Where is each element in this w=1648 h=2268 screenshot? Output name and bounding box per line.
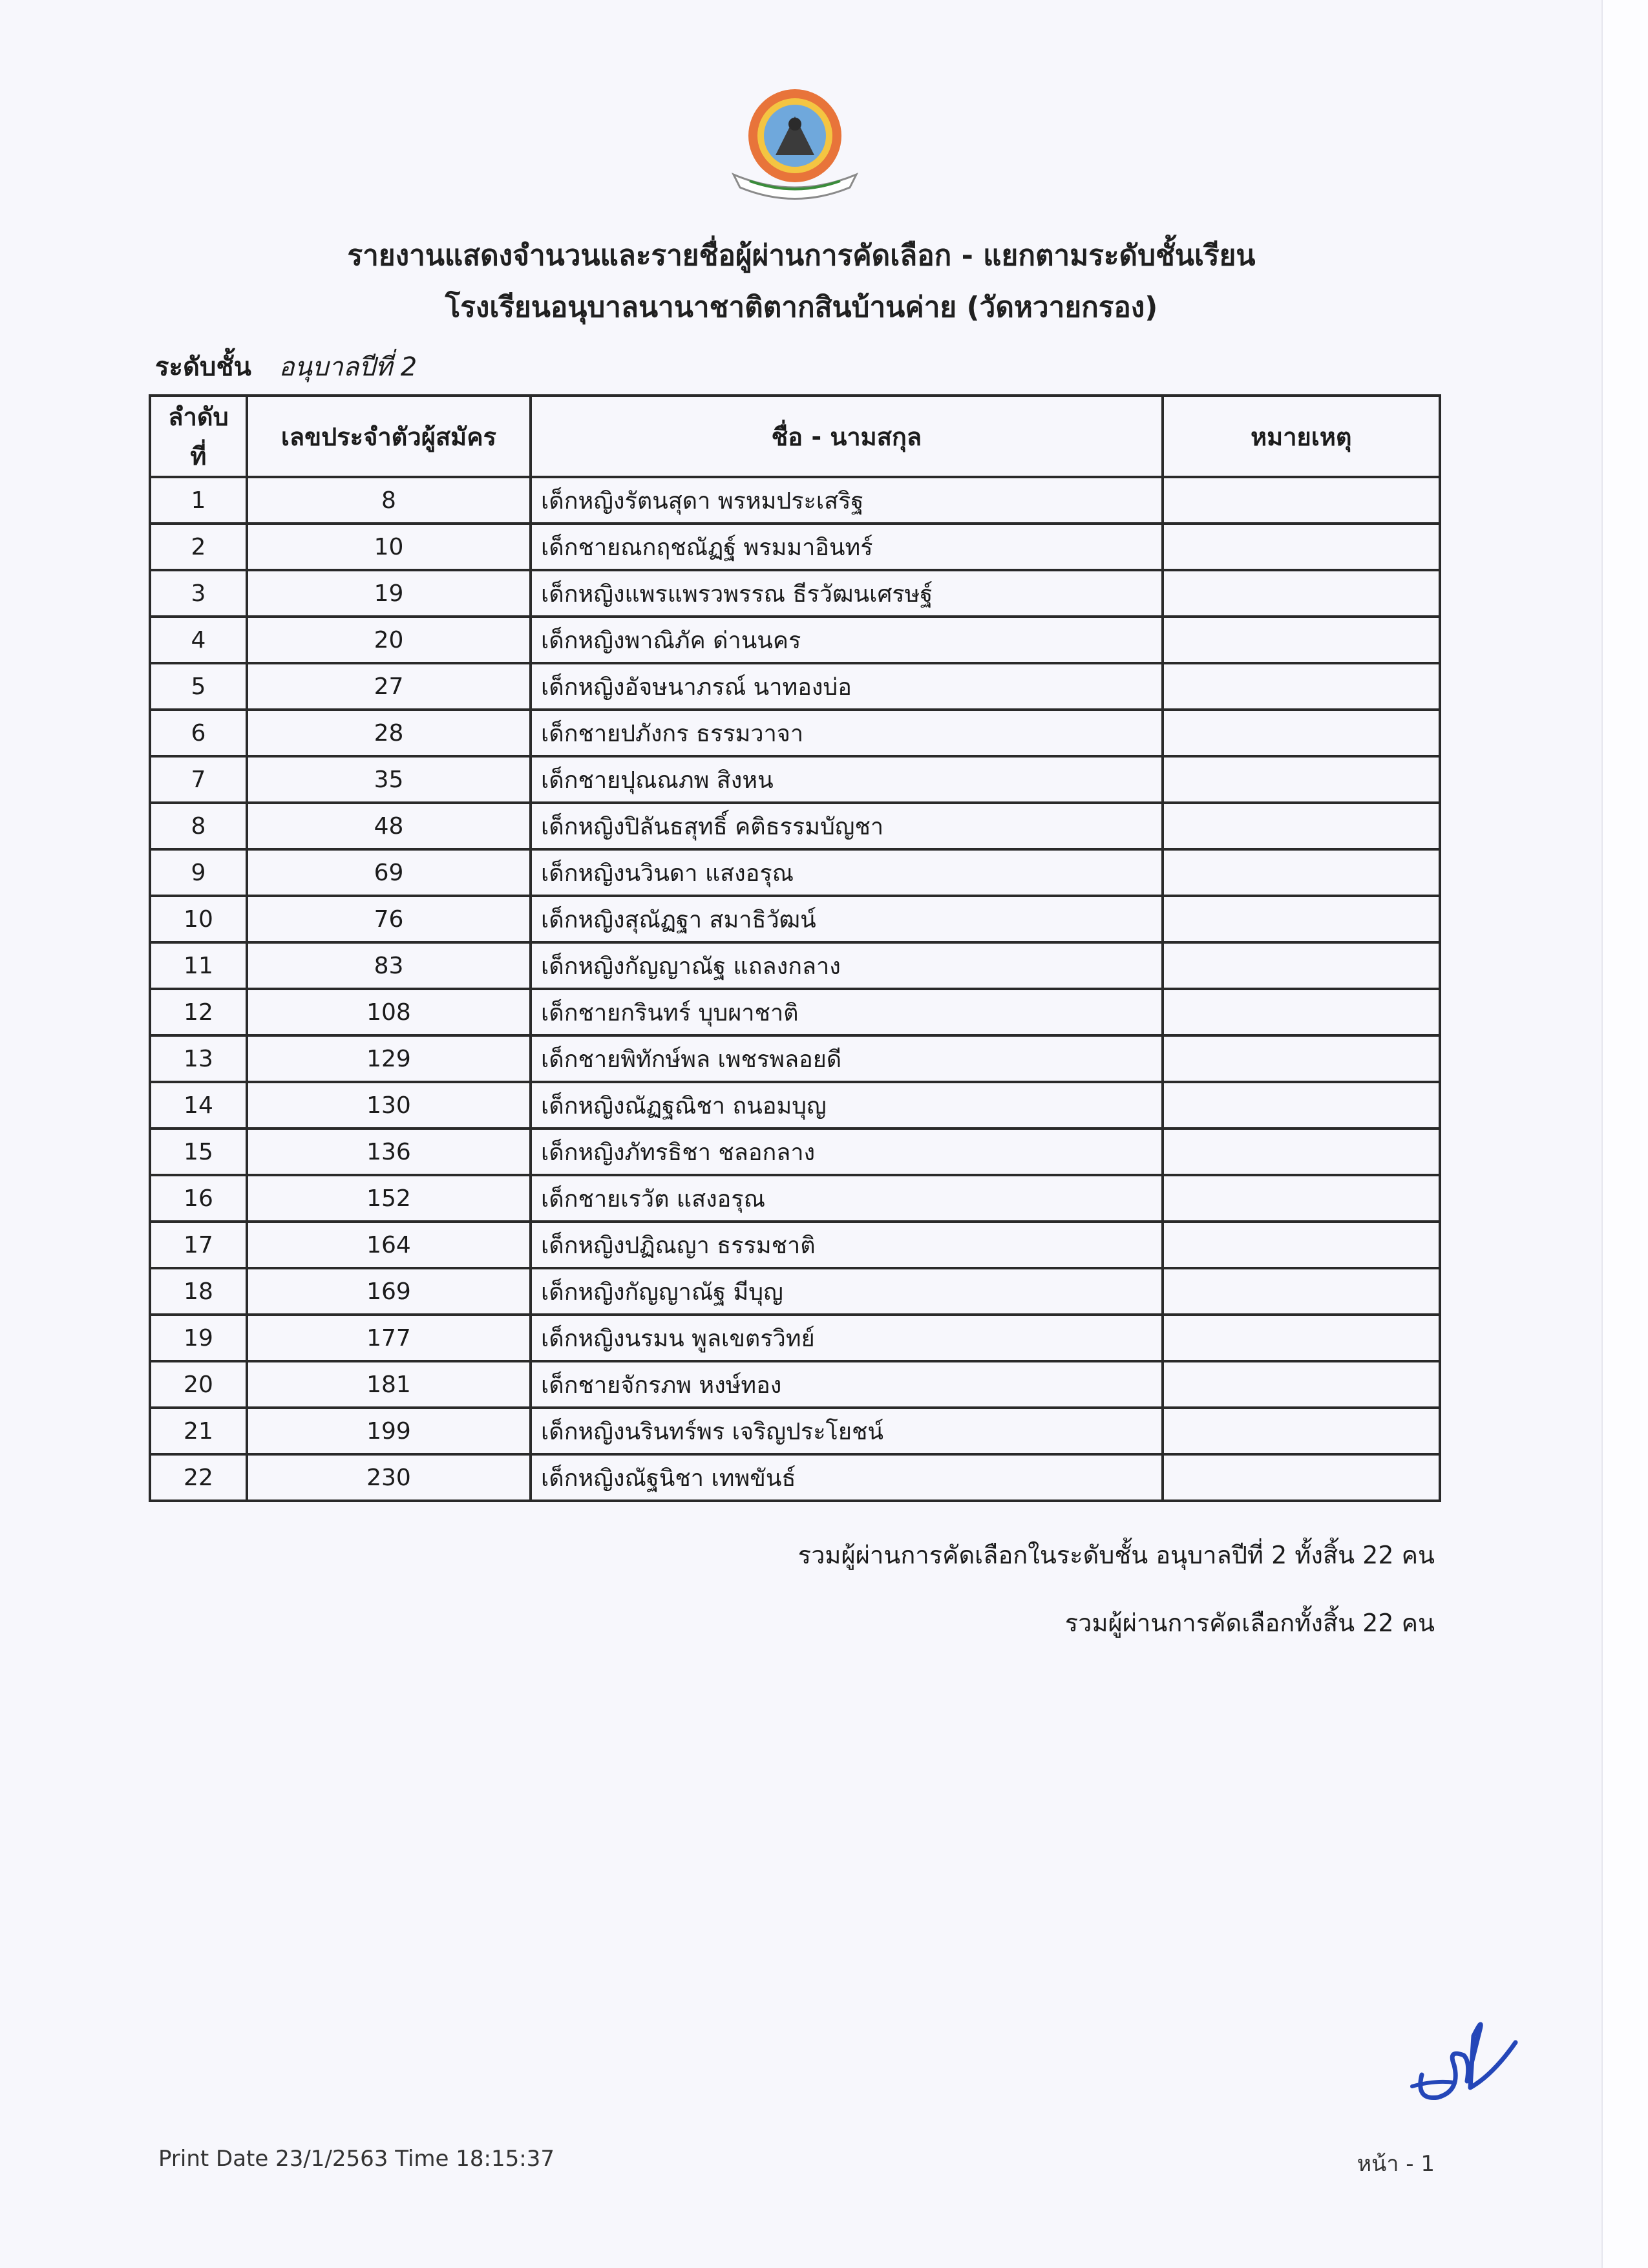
row-full-name: เด็กหญิงปฏิณญา ธรรมชาติ: [531, 1222, 1163, 1268]
table-row: [150, 1129, 1440, 1175]
row-remarks: [1163, 1082, 1440, 1129]
row-applicant-id: 10: [247, 524, 531, 570]
row-order: 2: [150, 524, 247, 570]
row-remarks: [1163, 1129, 1440, 1175]
row-remarks: [1163, 1035, 1440, 1082]
row-applicant-id: 152: [247, 1175, 531, 1222]
row-remarks: [1163, 477, 1440, 524]
row-applicant-id: 83: [247, 942, 531, 989]
row-order: 9: [150, 849, 247, 896]
scan-edge: [1601, 0, 1648, 2268]
row-order: 15: [150, 1129, 247, 1175]
row-remarks: [1163, 1361, 1440, 1408]
row-applicant-id: 129: [247, 1035, 531, 1082]
row-full-name: เด็กชายกรินทร์ บุบผาชาติ: [531, 989, 1163, 1035]
row-applicant-id: 108: [247, 989, 531, 1035]
row-remarks: [1163, 663, 1440, 710]
class-level-label: ระดับชั้น: [155, 352, 251, 382]
row-remarks: [1163, 617, 1440, 663]
row-order: 19: [150, 1315, 247, 1361]
row-full-name: เด็กหญิงกัญญาณัฐ มีบุญ: [531, 1268, 1163, 1315]
level-total-summary: รวมผู้ผ่านการคัดเลือกในระดับชั้น อนุบาลปีที่ 2 ทั้งสิ้น 22 คน: [798, 1541, 1435, 1569]
row-order: 22: [150, 1454, 247, 1501]
row-full-name: เด็กหญิงแพรแพรวพรรณ ธีรวัฒนเศรษฐ์: [531, 570, 1163, 617]
row-full-name: เด็กชายปุณณภพ สิงหน: [531, 756, 1163, 803]
table-row: [150, 1035, 1440, 1082]
row-order: 6: [150, 710, 247, 756]
row-order: 1: [150, 477, 247, 524]
row-order: 18: [150, 1268, 247, 1315]
header-remarks: หมายเหตุ: [1163, 396, 1440, 477]
row-applicant-id: 35: [247, 756, 531, 803]
grand-total-summary: รวมผู้ผ่านการคัดเลือกทั้งสิ้น 22 คน: [1064, 1609, 1435, 1637]
class-level-value: อนุบาลปีที่ 2: [279, 352, 417, 382]
row-order: 8: [150, 803, 247, 849]
table-row: [150, 1268, 1440, 1315]
row-remarks: [1163, 524, 1440, 570]
row-applicant-id: 177: [247, 1315, 531, 1361]
row-order: 21: [150, 1408, 247, 1454]
report-title: รายงานแสดงจำนวนและรายชื่อผู้ผ่านการคัดเลือก - แยกตามระดับชั้นเรียน: [347, 239, 1256, 272]
row-full-name: เด็กชายเรวัต แสงอรุณ: [531, 1175, 1163, 1222]
row-applicant-id: 164: [247, 1222, 531, 1268]
row-applicant-id: 199: [247, 1408, 531, 1454]
table-row: [150, 570, 1440, 617]
row-remarks: [1163, 710, 1440, 756]
row-full-name: เด็กหญิงรัตนสุดา พรหมประเสริฐ: [531, 477, 1163, 524]
row-full-name: เด็กหญิงนวินดา แสงอรุณ: [531, 849, 1163, 896]
row-full-name: เด็กหญิงอัจษนาภรณ์ นาทองบ่อ: [531, 663, 1163, 710]
table-row: [150, 1361, 1440, 1408]
row-applicant-id: 19: [247, 570, 531, 617]
header-order: ลำดับที่: [150, 396, 247, 477]
table-row: [150, 663, 1440, 710]
row-full-name: เด็กหญิงนรินทร์พร เจริญประโยชน์: [531, 1408, 1163, 1454]
table-row: [150, 524, 1440, 570]
row-applicant-id: 8: [247, 477, 531, 524]
table-row: [150, 896, 1440, 942]
row-order: 11: [150, 942, 247, 989]
row-applicant-id: 20: [247, 617, 531, 663]
page-number: หน้า - 1: [1357, 2151, 1435, 2177]
row-remarks: [1163, 942, 1440, 989]
row-applicant-id: 230: [247, 1454, 531, 1501]
print-date: Print Date 23/1/2563 Time 18:15:37: [158, 2146, 555, 2172]
row-order: 17: [150, 1222, 247, 1268]
table-row: [150, 756, 1440, 803]
row-remarks: [1163, 989, 1440, 1035]
row-full-name: เด็กหญิงภัทรธิชา ชลอกลาง: [531, 1129, 1163, 1175]
table-row: [150, 1175, 1440, 1222]
row-full-name: เด็กชายณกฤชณัฏฐ์ พรมมาอินทร์: [531, 524, 1163, 570]
header-applicant-id: เลขประจำตัวผู้สมัคร: [247, 396, 531, 477]
school-name: โรงเรียนอนุบาลนานาชาติตากสินบ้านค่าย (วัดหวายกรอง): [445, 291, 1158, 324]
row-full-name: เด็กชายจักรภพ หงษ์ทอง: [531, 1361, 1163, 1408]
row-order: 3: [150, 570, 247, 617]
table-row: [150, 477, 1440, 524]
row-order: 12: [150, 989, 247, 1035]
row-remarks: [1163, 803, 1440, 849]
candidates-table: [149, 394, 1441, 1502]
row-full-name: เด็กหญิงณัฐนิชา เทพขันธ์: [531, 1454, 1163, 1501]
row-remarks: [1163, 896, 1440, 942]
row-remarks: [1163, 1454, 1440, 1501]
row-full-name: เด็กหญิงณัฏฐณิชา ถนอมบุญ: [531, 1082, 1163, 1129]
row-order: 16: [150, 1175, 247, 1222]
row-order: 5: [150, 663, 247, 710]
row-remarks: [1163, 1175, 1440, 1222]
row-remarks: [1163, 1315, 1440, 1361]
row-applicant-id: 76: [247, 896, 531, 942]
row-remarks: [1163, 756, 1440, 803]
row-full-name: เด็กหญิงสุณัฏฐา สมาธิวัฒน์: [531, 896, 1163, 942]
row-full-name: เด็กชายพิทักษ์พล เพชรพลอยดี: [531, 1035, 1163, 1082]
class-level: [155, 346, 417, 387]
row-remarks: [1163, 849, 1440, 896]
table-row: [150, 1315, 1440, 1361]
table-row: [150, 942, 1440, 989]
row-order: 4: [150, 617, 247, 663]
row-order: 20: [150, 1361, 247, 1408]
table-row: [150, 1222, 1440, 1268]
table-row: [150, 849, 1440, 896]
row-remarks: [1163, 1268, 1440, 1315]
row-applicant-id: 48: [247, 803, 531, 849]
row-applicant-id: 169: [247, 1268, 531, 1315]
row-order: 7: [150, 756, 247, 803]
row-applicant-id: 181: [247, 1361, 531, 1408]
row-remarks: [1163, 570, 1440, 617]
row-order: 13: [150, 1035, 247, 1082]
table-row: [150, 989, 1440, 1035]
row-order: 14: [150, 1082, 247, 1129]
row-full-name: เด็กชายปภังกร ธรรมวาจา: [531, 710, 1163, 756]
table-row: [150, 803, 1440, 849]
row-full-name: เด็กหญิงนรมน พูลเขตรวิทย์: [531, 1315, 1163, 1361]
row-order: 10: [150, 896, 247, 942]
row-applicant-id: 28: [247, 710, 531, 756]
table-row: [150, 1454, 1440, 1501]
table-row: [150, 710, 1440, 756]
row-applicant-id: 136: [247, 1129, 531, 1175]
row-full-name: เด็กหญิงกัญญาณัฐ แถลงกลาง: [531, 942, 1163, 989]
header-full-name: ชื่อ - นามสกุล: [531, 396, 1163, 477]
table-header-row: [150, 396, 1440, 477]
row-remarks: [1163, 1222, 1440, 1268]
row-applicant-id: 130: [247, 1082, 531, 1129]
school-emblem-icon: [714, 78, 876, 207]
table-row: [150, 1408, 1440, 1454]
handwritten-signature-icon: [1402, 2004, 1532, 2114]
row-remarks: [1163, 1408, 1440, 1454]
row-full-name: เด็กหญิงพาณิภัค ด่านนคร: [531, 617, 1163, 663]
row-applicant-id: 27: [247, 663, 531, 710]
table-row: [150, 1082, 1440, 1129]
row-applicant-id: 69: [247, 849, 531, 896]
table-row: [150, 617, 1440, 663]
row-full-name: เด็กหญิงปิลันธสุทธิ์ คติธรรมบัญชา: [531, 803, 1163, 849]
